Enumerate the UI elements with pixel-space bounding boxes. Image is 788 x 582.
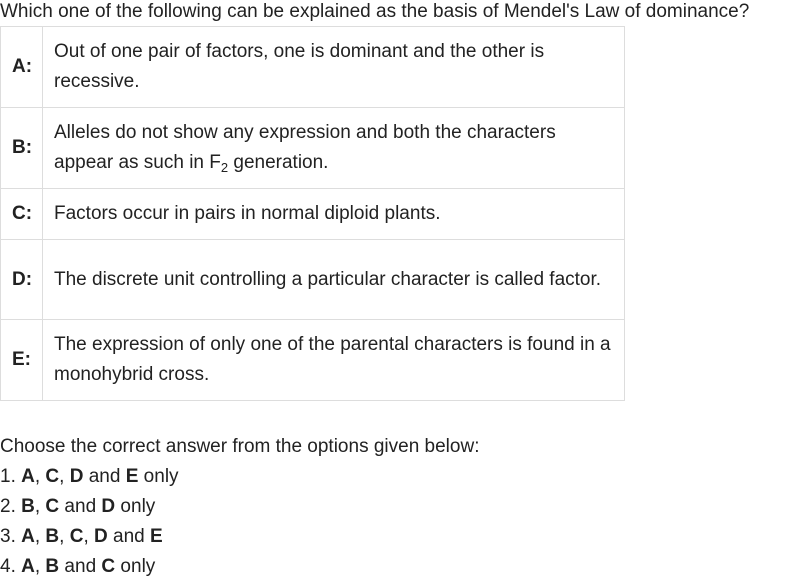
answer-number: 3. bbox=[0, 526, 22, 547]
option-label: C: bbox=[1, 189, 43, 240]
answer-option-2 bbox=[0, 492, 179, 522]
option-label: A: bbox=[1, 27, 43, 108]
option-label: E: bbox=[1, 320, 43, 401]
option-row-d bbox=[1, 240, 625, 320]
answer-letter: B bbox=[45, 526, 60, 547]
answer-connector: and bbox=[59, 556, 102, 577]
answer-letter: A bbox=[21, 466, 35, 487]
subscript: 2 bbox=[220, 160, 229, 175]
answer-letter: B bbox=[45, 556, 60, 577]
option-row-c bbox=[1, 189, 625, 240]
option-text: The discrete unit controlling a particular character is called factor. bbox=[43, 240, 625, 320]
option-text-main: Alleles do not show any expression and both the characters appear as such in F bbox=[54, 122, 556, 173]
answer-letter: D bbox=[94, 526, 108, 547]
answer-letter: D bbox=[69, 466, 84, 487]
answer-letter: C bbox=[101, 556, 116, 577]
answer-connector: only bbox=[115, 496, 156, 517]
option-label: D: bbox=[1, 240, 43, 320]
option-label: B: bbox=[1, 108, 43, 189]
answer-connector: , bbox=[59, 526, 70, 547]
answer-connector: , bbox=[59, 466, 70, 487]
option-row-e bbox=[1, 320, 625, 401]
answer-letter: E bbox=[125, 466, 139, 487]
answer-connector: and bbox=[83, 466, 126, 487]
answer-connector: , bbox=[83, 526, 95, 547]
answer-connector: , bbox=[34, 556, 46, 577]
answer-number: 4. bbox=[0, 556, 22, 577]
answer-option-1 bbox=[0, 462, 179, 492]
options-table bbox=[0, 26, 625, 401]
answer-letter: A bbox=[21, 556, 35, 577]
answer-letter: C bbox=[69, 526, 84, 547]
option-text: Factors occur in pairs in normal diploid plants. bbox=[43, 189, 625, 240]
answer-connector: only bbox=[138, 466, 179, 487]
answer-connector: , bbox=[34, 466, 46, 487]
option-text: The expression of only one of the parental characters is found in a monohybrid cross. bbox=[43, 320, 625, 401]
answer-letter: E bbox=[150, 526, 163, 547]
answer-option-3 bbox=[0, 522, 179, 552]
answer-connector: only bbox=[115, 556, 156, 577]
answer-number: 2. bbox=[0, 496, 22, 517]
answer-list bbox=[0, 462, 179, 582]
answer-letter: D bbox=[101, 496, 116, 517]
option-text: Out of one pair of factors, one is dominant and the other is recessive. bbox=[43, 27, 625, 108]
answer-letter: C bbox=[45, 496, 60, 517]
instruction-text: Choose the correct answer from the options given below: bbox=[0, 436, 480, 457]
answer-number: 1. bbox=[0, 466, 22, 487]
option-row-b bbox=[1, 108, 625, 189]
option-text bbox=[43, 108, 625, 189]
answer-connector: and bbox=[59, 496, 102, 517]
option-row-a bbox=[1, 27, 625, 108]
answer-connector: and bbox=[107, 526, 151, 547]
answer-letter: B bbox=[21, 496, 35, 517]
option-text-end: generation. bbox=[228, 152, 329, 173]
answer-connector: , bbox=[34, 496, 46, 517]
question-text: Which one of the following can be explained as the basis of Mendel's Law of dominance? bbox=[0, 1, 750, 22]
answer-letter: C bbox=[45, 466, 60, 487]
answer-letter: A bbox=[21, 526, 35, 547]
answer-connector: , bbox=[34, 526, 46, 547]
